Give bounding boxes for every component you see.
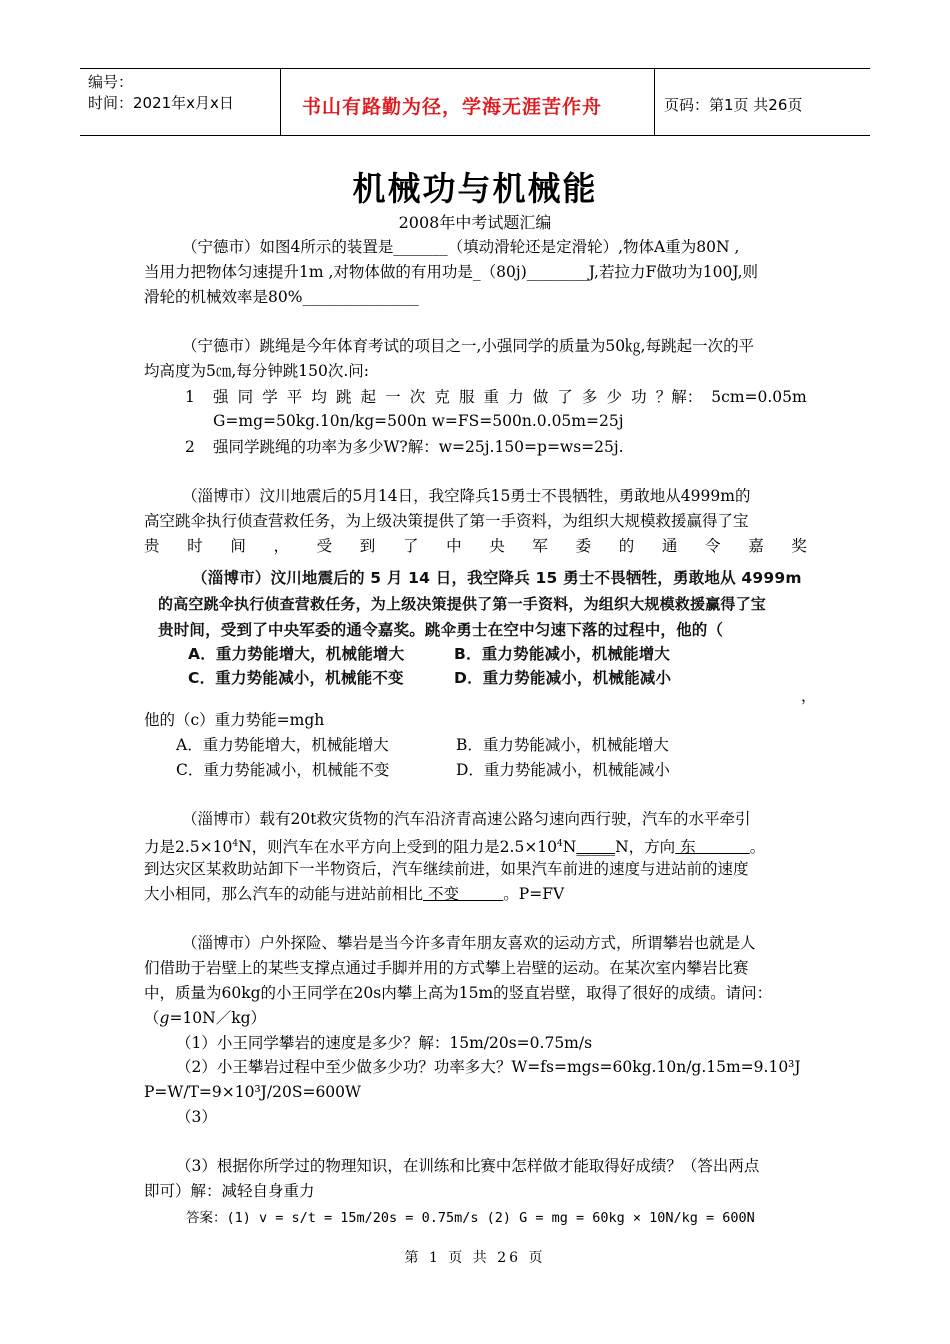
q1-line-3: 滑轮的机械效率是80%_______________ xyxy=(144,288,419,306)
q5-sub-2-cont: P=W/T=9×10³J/20S=600W xyxy=(144,1083,361,1101)
q4-kinetic-answer: 不变 xyxy=(423,885,504,903)
page-footer: 第 1 页 共 26 页 xyxy=(404,1250,546,1266)
header-top-rule xyxy=(80,68,870,69)
q1-line-2: 当用力把物体匀速提升1m ,对物体做的有用功是_（80j)________J,若拉力F做功为100J,则 xyxy=(144,263,759,281)
q3-line-3: 贵 时 间 ， 受 到 了 中 央 军 委 的 通 令 嘉 奖 xyxy=(144,537,807,555)
q5-sub-1: （1）小王同学攀岩的速度是多少？解：15m/20s=0.75m/s xyxy=(176,1034,593,1052)
scan-option-d: D．重力势能减小，机械能减小 xyxy=(454,669,672,687)
q2-item1-line-1: 强 同 学 平 均 跳 起 一 次 克 服 重 力 做 了 多 少 功 ？解： 5cm=0.05m xyxy=(213,388,807,406)
document-time-label: 时间：2021年x月x日 xyxy=(88,94,234,112)
q3-option-a: A．重力势能增大，机械能增大 xyxy=(176,736,389,754)
header-bottom-rule xyxy=(80,135,870,136)
q4-direction-answer: 东 xyxy=(675,838,750,857)
q3-line-1: （淄博市）汶川地震后的5月14日，我空降兵15勇士不畏牺牲，勇敢地从4999m的 xyxy=(182,487,751,505)
q5-question3-line-1: （3）根据你所学过的物理知识，在训练和比赛中怎样做才能取得好成绩？（答出两点 xyxy=(176,1157,760,1175)
q5-line-1: （淄博市）户外探险、攀岩是当今许多青年朋友喜欢的运动方式，所谓攀岩也就是人 xyxy=(182,934,756,952)
q2-line-2: 均高度为5㎝,每分钟跳150次.问: xyxy=(144,362,370,380)
q2-item1-line-2: G=mg=50kg.10n/kg=500n w=FS=500n.0.05m=25j xyxy=(213,412,624,430)
q5-answer: 答案：(1) v = s/t = 15m/20s = 0.75m/s (2) G = mg = 60kg × 10N/kg = 600N xyxy=(186,1210,755,1226)
q4-line-4: 大小相同，那么汽车的动能与进站前相比 不变 。P=FV xyxy=(144,885,565,903)
q3-line-2: 高空跳伞执行侦查营救任务，为上级决策提供了第一手资料，为组织大规模救援赢得了宝 xyxy=(144,512,749,530)
q3-option-c: C．重力势能减小，机械能不变 xyxy=(176,761,390,779)
q4-resistance-blank: _____ xyxy=(576,838,616,857)
header-motto: 书山有路勤为径，学海无涯苦作舟 xyxy=(302,96,603,118)
q2-item1-number: 1 xyxy=(185,388,195,406)
header-divider-1 xyxy=(280,68,281,136)
q4-line-2: 力是$2.5\times 10^4N$，则汽车在水平方向上受到的阻力是$2.5\times 10^4N\_\_\_\_\_N$，方向 东 。 xyxy=(144,838,766,857)
q3-option-d: D．重力势能减小，机械能减小 xyxy=(456,761,670,779)
scan-option-c: C．重力势能减小，机械能不变 xyxy=(188,669,404,687)
scan-line-2: 的高空跳伞执行侦查营救任务，为上级决策提供了第一手资料，为组织大规模救援赢得了宝 xyxy=(158,595,767,613)
scan-option-a: A．重力势能增大，机械能增大 xyxy=(188,645,405,663)
q5-line-2: 们借助于岩壁上的某些支撑点通过手脚并用的方式攀上岩壁的运动。在某次室内攀岩比赛 xyxy=(144,959,749,977)
document-subtitle: 2008年中考试题汇编 xyxy=(398,213,552,232)
q5-sub-2: （2）小王攀岩过程中至少做多少功？功率多大？W=fs=mgs=60kg.10n/g.15m=9.10³J xyxy=(176,1058,801,1076)
q1-line-1: （宁德市）如图4所示的装置是_______（填动滑轮还是定滑轮）,物体A重为80N , xyxy=(182,238,740,256)
scanned-question-image xyxy=(150,566,800,690)
q2-item2-number: 2 xyxy=(185,438,195,456)
q5-question3-line-2: 即可）解：减轻自身重力 xyxy=(144,1182,315,1200)
header-divider-2 xyxy=(654,68,655,136)
q2-line-1: （宁德市）跳绳是今年体育考试的项目之一,小强同学的质量为50㎏,每跳起一次的平 xyxy=(182,337,755,355)
scan-line-1: （淄博市）汶川地震后的 5 月 14 日，我空降兵 15 勇士不畏牺牲，勇敢地从 4999m xyxy=(192,569,802,587)
q4-line-3: 到达灾区某救助站卸下一半物资后，汽车继续前进，如果汽车前进的速度与进站前的速度 xyxy=(144,860,749,878)
q2-item2-line: 强同学跳绳的功率为多少W?解：w=25j.150=p=ws=25j. xyxy=(213,438,624,456)
page-info: 页码：第1页 共26页 xyxy=(664,96,803,114)
q3-option-b: B．重力势能减小，机械能增大 xyxy=(456,736,669,754)
q4-line-1: （淄博市）载有20t救灾货物的汽车沿济青高速公路匀速向西行驶，汽车的水平牵引 xyxy=(182,810,751,828)
q3-trailing-comma: ， xyxy=(801,687,817,705)
q5-sub-3: （3） xyxy=(176,1108,217,1126)
q3-answer-line: 他的（c）重力势能=mgh xyxy=(144,711,325,729)
scan-line-3: 贵时间，受到了中央军委的通令嘉奖。跳伞勇士在空中匀速下落的过程中，他的（ xyxy=(158,621,724,639)
q5-line-4: （g=10N／kg） xyxy=(144,1009,267,1027)
document-number-label: 编号： xyxy=(88,73,134,91)
document-title: 机械功与机械能 xyxy=(352,169,598,208)
scan-option-b: B．重力势能减小，机械能增大 xyxy=(454,645,671,663)
q5-line-3: 中，质量为60kg的小王同学在20s内攀上高为15m的竖直岩壁，取得了很好的成绩。请问： xyxy=(144,984,773,1002)
